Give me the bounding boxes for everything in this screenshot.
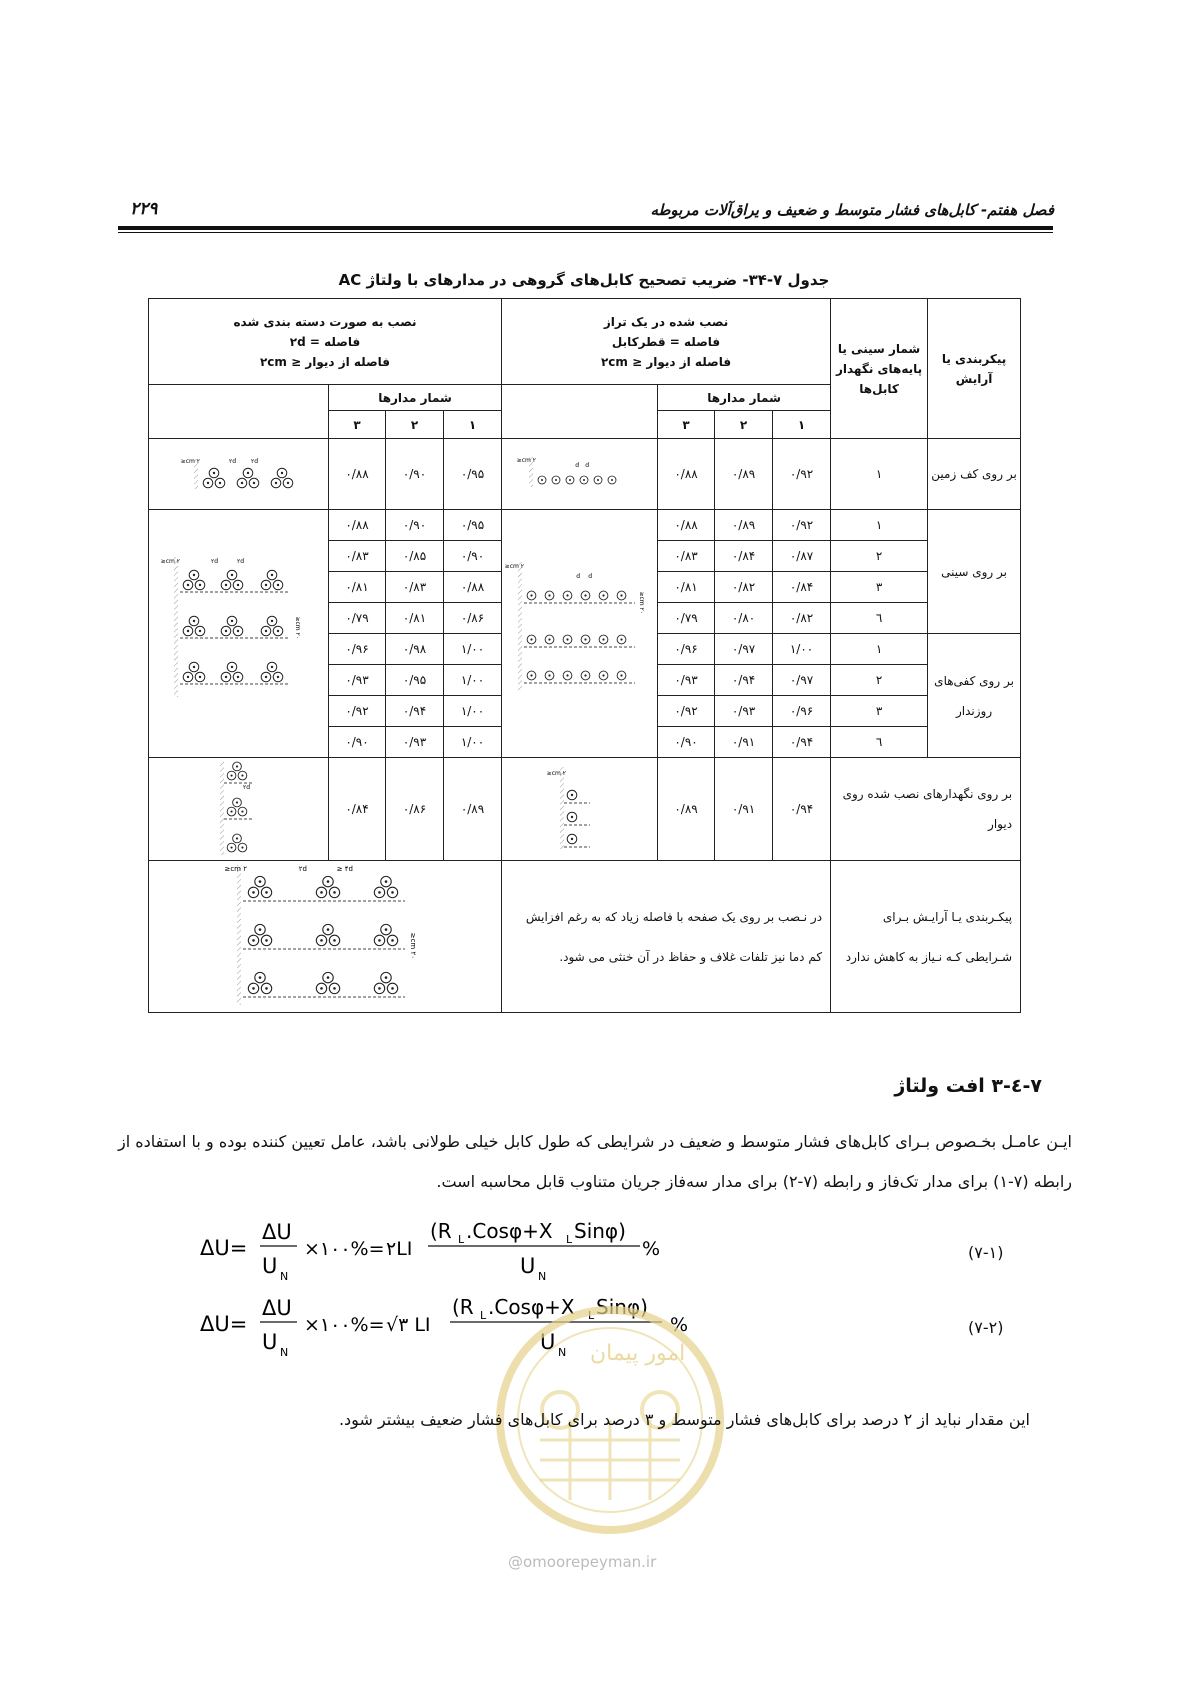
chapter-title: فصل هفتم- کابل‌های فشار متوسط و ضعیف و یراق‌آلات مربوطه <box>650 201 1054 219</box>
equation-2-number: (۷-۲) <box>968 1318 1004 1337</box>
spaced-diagram-svg <box>225 861 425 1009</box>
row-label-tray: بر روی سینی <box>928 510 1021 634</box>
section-heading: ۷-٤-۳ افت ولتاژ <box>894 1075 1042 1097</box>
trefoil-n1: ۱ <box>444 411 502 439</box>
svg-text:U: U <box>540 1330 556 1354</box>
svg-text:۲d: ۲d <box>210 558 218 565</box>
value-cell: ۱/۰۰ <box>773 634 831 665</box>
trays-cell: ۳ <box>831 696 928 727</box>
svg-text:(R: (R <box>452 1295 474 1319</box>
svg-text:۲ cm≤: ۲ cm≤ <box>224 865 247 873</box>
svg-text:N: N <box>280 1346 289 1359</box>
value-cell: ۰/۹۵ <box>386 665 444 696</box>
trefoil-wall: فاصله از دیوار ≤ ۲cm <box>259 354 391 369</box>
flat-wall-diagram <box>502 758 658 861</box>
svg-text:d: d <box>584 461 589 469</box>
flat-title: نصب شده در یک تراز <box>603 314 729 329</box>
row-label-floor: بر روی کف زمین <box>928 439 1021 510</box>
svg-text:۲d: ۲d <box>298 865 307 873</box>
value-cell: ۰/۸۹ <box>444 758 502 861</box>
watermark-site: @omoorepeyman.ir <box>508 1553 657 1571</box>
value-cell: ۱/۰۰ <box>444 634 502 665</box>
svg-text:ΔU: ΔU <box>262 1220 292 1244</box>
flat-tray-diagram <box>502 510 658 758</box>
trefoil-floor-diagram <box>149 439 329 510</box>
svg-text:.Cosφ+X: .Cosφ+X <box>488 1295 575 1319</box>
value-cell: ۰/۸۸ <box>444 572 502 603</box>
svg-text:۲d: ۲d <box>228 457 236 465</box>
value-cell: ۰/۹۷ <box>715 634 773 665</box>
value-cell: ۰/۷۹ <box>329 603 386 634</box>
trefoil-tray-diagram-svg <box>160 557 314 707</box>
value-cell: ۰/۹۲ <box>329 696 386 727</box>
value-cell: ۰/۸۲ <box>715 572 773 603</box>
value-cell: ۰/۸۱ <box>658 572 715 603</box>
svg-text:×۱۰۰%=: ×۱۰۰%= <box>304 1314 385 1336</box>
svg-text:(R: (R <box>430 1219 452 1243</box>
value-cell: ۱/۰۰ <box>444 665 502 696</box>
svg-text:۲۰ cm≤: ۲۰ cm≤ <box>637 591 645 614</box>
flat-wall-diagram-svg <box>546 763 610 853</box>
svg-text:N: N <box>538 1270 547 1283</box>
svg-text:d: d <box>575 573 580 580</box>
value-cell: ۰/۸۸ <box>329 510 386 541</box>
value-cell: ۱/۰۰ <box>444 727 502 758</box>
equation-1-number: (۷-۱) <box>968 1243 1004 1262</box>
svg-text:امور پیمان: امور پیمان <box>590 1341 686 1366</box>
trefoil-blank-header <box>149 385 329 439</box>
value-cell: ۰/۹۶ <box>773 696 831 727</box>
value-cell: ۱/۰۰ <box>444 696 502 727</box>
table-caption: جدول ۷-۳۴- ضریب تصحیح کابل‌های گروهی در مدارهای با ولتاژ AC <box>338 271 830 289</box>
value-cell: ۰/۹۵ <box>444 439 502 510</box>
value-cell: ۰/۹۳ <box>386 727 444 758</box>
svg-text:۲ cm≤: ۲ cm≤ <box>546 769 566 777</box>
value-cell: ۰/۹۲ <box>773 439 831 510</box>
trefoil-wall-diagram <box>149 758 329 861</box>
flat-n3: ۳ <box>658 411 715 439</box>
value-cell: ۰/۸۳ <box>386 572 444 603</box>
trays-cell: ۲ <box>831 541 928 572</box>
value-cell: ۰/۸۶ <box>444 603 502 634</box>
value-cell: ۰/۸۹ <box>715 510 773 541</box>
value-cell: ۰/۹۰ <box>386 510 444 541</box>
trays-cell: ۱ <box>831 439 928 510</box>
flat-floor-diagram <box>502 439 658 510</box>
svg-text:۲ cm≤: ۲ cm≤ <box>160 558 180 565</box>
table-row <box>149 510 1021 541</box>
svg-text:۲LI: ۲LI <box>386 1238 413 1260</box>
header-rule <box>118 226 1053 230</box>
value-cell: ۰/۸۱ <box>329 572 386 603</box>
flat-n1: ۱ <box>773 411 831 439</box>
value-cell: ۰/۸۹ <box>715 439 773 510</box>
svg-text:۲ cm≤: ۲ cm≤ <box>180 457 200 465</box>
value-cell: ۰/۹۶ <box>658 634 715 665</box>
row-label-perforated: بر روی کفی‌های روزندار <box>928 634 1021 758</box>
value-cell: ۰/۹۰ <box>658 727 715 758</box>
value-cell: ۰/۸۸ <box>329 439 386 510</box>
value-cell: ۰/۹۵ <box>444 510 502 541</box>
svg-text:L: L <box>588 1309 595 1322</box>
value-cell: ۰/۸۴ <box>715 541 773 572</box>
flat-circuits-header: شمار مدارها <box>658 385 831 411</box>
svg-text:U: U <box>262 1254 278 1278</box>
value-cell: ۰/۹۸ <box>386 634 444 665</box>
svg-text:۲d: ۲d <box>250 457 258 465</box>
svg-text:۲۰ cm≤: ۲۰ cm≤ <box>293 616 301 639</box>
svg-text:ΔU: ΔU <box>262 1296 292 1320</box>
value-cell: ۰/۹۰ <box>444 541 502 572</box>
svg-text:.Cosφ+X: .Cosφ+X <box>466 1219 553 1243</box>
value-cell: ۰/۹۳ <box>329 665 386 696</box>
value-cell: ۰/۸۹ <box>658 758 715 861</box>
value-cell: ۰/۹۲ <box>773 510 831 541</box>
value-cell: ۰/۹۳ <box>715 696 773 727</box>
value-cell: ۰/۹۴ <box>715 665 773 696</box>
table-row <box>149 861 1021 1013</box>
svg-text:U: U <box>262 1330 278 1354</box>
flat-blank-header <box>502 385 658 439</box>
value-cell: ۰/۹۴ <box>773 727 831 758</box>
trays-cell: ۱ <box>831 634 928 665</box>
svg-text:N: N <box>558 1346 567 1359</box>
value-cell: ۰/۸۱ <box>386 603 444 634</box>
trays-cell: ٦ <box>831 727 928 758</box>
spaced-diagram <box>149 861 502 1013</box>
section-paragraph: ایـن عامـل بخـصوص بـرای کابل‌های فشار متوسط و ضعیف در شرایطی که طول کابل خیلی طولانی باشد، عامل تعیین کننده بوده و با استفاده از رابطه (۷-۱) برای مدار تک‌فاز و رابطه (۷-۲) برای مدار سه‌فاز جریان متناوب قابل محاسبه است. <box>118 1132 1072 1191</box>
value-cell: ۰/۸۶ <box>386 758 444 861</box>
last-row-label: پیکـربندی یـا آرایـش بـرای شـرایطی کـه نـیاز به کاهش ندارد <box>831 861 1021 1013</box>
flat-n2: ۲ <box>715 411 773 439</box>
svg-text:d: d <box>587 573 592 580</box>
value-cell: ۰/۹۴ <box>773 758 831 861</box>
last-row-note: در نـصب بر روی یک صفحه با فاصله زیاد که به رغم افزایش کم دما نیز تلفات غلاف و حفاظ در آن خنثی می شود. <box>502 861 831 1013</box>
value-cell: ۰/۸۲ <box>773 603 831 634</box>
svg-text:۴d ≤: ۴d ≤ <box>336 865 353 873</box>
flat-tray-diagram-svg <box>504 562 650 702</box>
page-number: ۲۲۹ <box>130 199 158 219</box>
value-cell: ۰/۸۴ <box>329 758 386 861</box>
svg-text:Sinφ): Sinφ) <box>574 1219 626 1243</box>
svg-text:×۱۰۰%=: ×۱۰۰%= <box>304 1238 385 1260</box>
header-arrangement: پیکربندی یا آرایش <box>928 299 1021 439</box>
trefoil-circuits-header: شمار مدارها <box>329 385 502 411</box>
trefoil-n2: ۲ <box>386 411 444 439</box>
value-cell: ۰/۸۷ <box>773 541 831 572</box>
svg-text:√۳ LI: √۳ LI <box>386 1314 431 1336</box>
header-flat <box>502 299 831 385</box>
table-row <box>149 758 1021 861</box>
svg-text:N: N <box>280 1270 289 1283</box>
value-cell: ۰/۸۴ <box>773 572 831 603</box>
svg-text:۲ cm≤: ۲ cm≤ <box>516 456 536 464</box>
svg-text:ΔU=: ΔU= <box>200 1236 248 1260</box>
header-trays: شمار سینی یا پایه‌های نگهدار کابل‌ها <box>831 299 928 439</box>
value-cell: ۰/۹۳ <box>658 665 715 696</box>
header-rule-thin <box>118 232 1053 233</box>
trays-cell: ٦ <box>831 603 928 634</box>
svg-text:L: L <box>480 1309 487 1322</box>
svg-text:۲d: ۲d <box>236 558 244 565</box>
svg-text:U: U <box>520 1254 536 1278</box>
flat-wall: فاصله از دیوار ≤ ۲cm <box>600 354 732 369</box>
eq1-numerator <box>430 1219 626 1246</box>
value-cell: ۰/۷۹ <box>658 603 715 634</box>
value-cell: ۰/۸۳ <box>658 541 715 572</box>
svg-text:۲ cm≤: ۲ cm≤ <box>504 563 524 570</box>
value-cell: ۰/۸۸ <box>658 439 715 510</box>
value-cell: ۰/۸۳ <box>329 541 386 572</box>
value-cell: ۰/۸۵ <box>386 541 444 572</box>
svg-text:%: % <box>642 1238 661 1260</box>
value-cell: ۰/۹۶ <box>329 634 386 665</box>
value-cell: ۰/۸۸ <box>658 510 715 541</box>
trefoil-wall-diagram-svg <box>204 759 274 857</box>
value-cell: ۰/۹۲ <box>658 696 715 727</box>
value-cell: ۰/۹۷ <box>773 665 831 696</box>
value-cell: ۰/۹۱ <box>715 727 773 758</box>
flat-floor-diagram-svg <box>516 453 635 493</box>
correction-factor-table <box>148 298 1021 1013</box>
header-trefoil <box>149 299 502 385</box>
svg-text:d: d <box>574 461 579 469</box>
trefoil-title: نصب به صورت دسته بندی شده <box>233 314 417 329</box>
trefoil-spacing: فاصله = ۲d <box>289 334 361 349</box>
value-cell: ۰/۹۰ <box>329 727 386 758</box>
trays-cell: ۲ <box>831 665 928 696</box>
trefoil-floor-diagram-svg <box>174 453 304 493</box>
svg-text:L: L <box>458 1233 465 1246</box>
table-row <box>149 439 1021 510</box>
trays-cell: ۳ <box>831 572 928 603</box>
svg-text:Sinφ): Sinφ) <box>596 1295 648 1319</box>
closing-sentence: این مقدار نباید از ۲ درصد برای کابل‌های فشار متوسط و ۳ درصد برای کابل‌های فشار ضعیف بیشتر شود. <box>338 1410 1030 1429</box>
value-cell: ۰/۹۱ <box>715 758 773 861</box>
svg-text:%: % <box>670 1314 689 1336</box>
svg-text:۲d: ۲d <box>242 783 250 791</box>
row-label-wall: بر روی نگهدارهای نصب شده روی دیوار <box>831 758 1021 861</box>
trefoil-tray-diagram <box>149 510 329 758</box>
trefoil-n3: ۳ <box>329 411 386 439</box>
svg-text:ΔU=: ΔU= <box>200 1312 248 1336</box>
equation-1 <box>200 1212 700 1286</box>
svg-text:۲۰ cm≤: ۲۰ cm≤ <box>409 932 417 959</box>
value-cell: ۰/۹۴ <box>386 696 444 727</box>
value-cell: ۰/۹۰ <box>386 439 444 510</box>
flat-spacing: فاصله = قطرکابل <box>611 334 721 349</box>
value-cell: ۰/۸۰ <box>715 603 773 634</box>
trays-cell: ۱ <box>831 510 928 541</box>
svg-text:L: L <box>566 1233 573 1246</box>
